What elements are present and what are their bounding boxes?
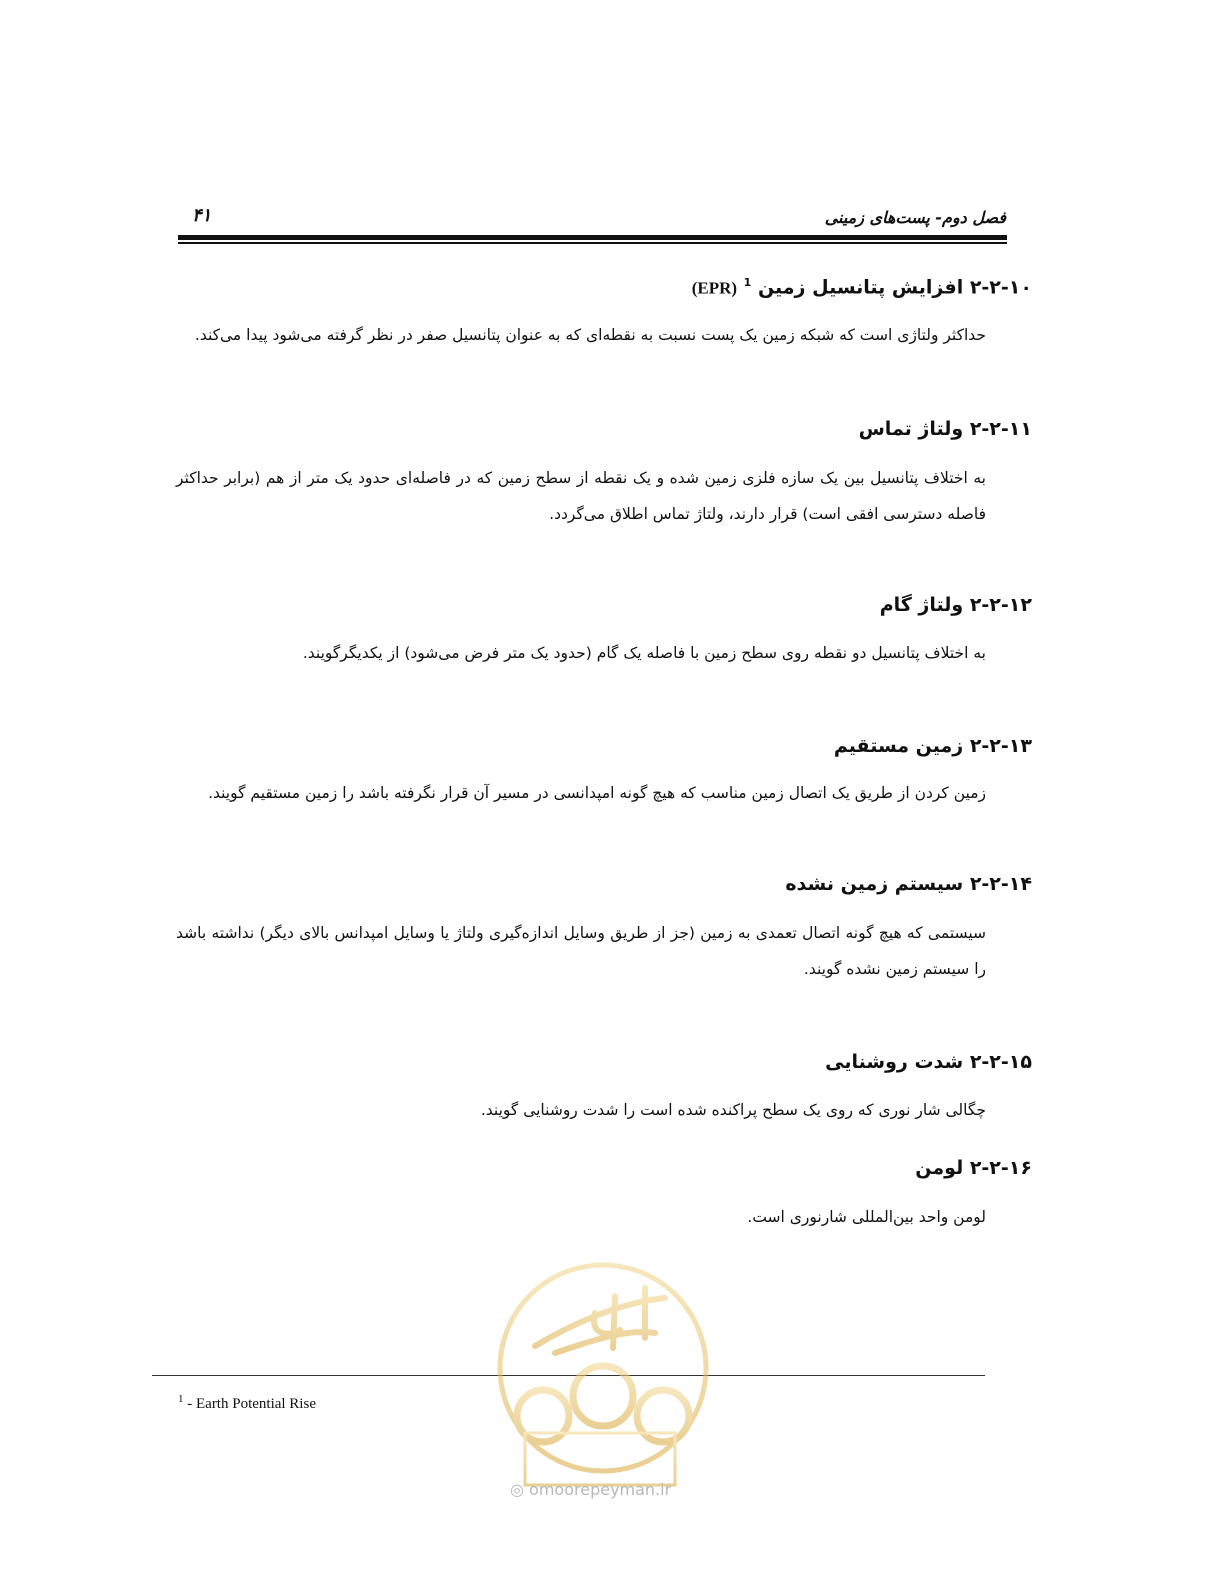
watermark-logo-icon — [495, 1258, 715, 1503]
footnote — [178, 1393, 316, 1413]
section-heading: ۲-۲-۱۴ سیستم زمین نشده — [785, 873, 1032, 895]
section-paragraph: به اختلاف پتانسیل بین یک سازه فلزی زمین شده و یک نقطه از سطح زمین که در فاصله‌ای حدود یک متر از هم (برابر حداکثر فاصله دسترسی افقی است) قرار دارند، ولتاژ تماس اطلاق می‌گردد. — [176, 469, 986, 523]
header-rule-thin — [178, 242, 1007, 244]
section-heading — [692, 276, 1032, 298]
header-rule — [178, 235, 1007, 240]
footnote-marker: 1 — [743, 276, 752, 289]
section-heading: ۲-۲-۱۵ شدت روشنایی — [825, 1051, 1032, 1073]
section-heading: ۲-۲-۱۲ ولتاژ گام — [879, 594, 1032, 616]
section-paragraph: چگالی شار نوری که روی یک سطح پراکنده شده است را شدت روشنایی گویند. — [480, 1101, 986, 1119]
footnote-number: 1 — [178, 1393, 184, 1405]
section-paragraph: لومن واحد بین‌المللی شارنوری است. — [747, 1208, 986, 1226]
section-paragraph: زمین کردن از طریق یک اتصال زمین مناسب که هیچ گونه امپدانسی در مسیر آن قرار نگرفته باشد را زمین مستقیم گویند. — [208, 784, 986, 802]
watermark-url: ◎ omoorepeyman.ir — [510, 1480, 672, 1499]
section-paragraph: به اختلاف پتانسیل دو نقطه روی سطح زمین با فاصله یک گام (حدود یک متر فرض می‌شود) از یکدیگرگویند. — [302, 644, 986, 662]
section-heading: ۲-۲-۱۶ لومن — [915, 1157, 1032, 1179]
section-paragraph: حداکثر ولتاژی است که شبکه زمین یک پست نسبت به نقطه‌ای که به عنوان پتانسیل صفر در نظر گرفته می‌شود پیدا می‌کند. — [194, 326, 986, 344]
chapter-title: فصل دوم- پست‌های زمینی — [824, 208, 1006, 227]
section-heading-text: ۲-۲-۱۰ افزایش پتانسیل زمین — [757, 276, 1032, 299]
section-paragraph: سیستمی که هیچ گونه اتصال تعمدی به زمین (جز از طریق وسایل اندازه‌گیری ولتاژ یا وسایل امپدانس بالای دیگر) نداشته باشد را سیستم زمین نشده گویند. — [176, 924, 986, 978]
watermark-url-text: omoorepeyman.ir — [529, 1480, 672, 1499]
page-number: ۴۱ — [192, 205, 212, 226]
section-heading: ۲-۲-۱۳ زمین مستقیم — [833, 735, 1032, 757]
section-heading-abbr: (EPR) — [691, 278, 738, 298]
section-heading: ۲-۲-۱۱ ولتاژ تماس — [858, 418, 1032, 440]
footnote-text: - Earth Potential Rise — [187, 1396, 316, 1412]
